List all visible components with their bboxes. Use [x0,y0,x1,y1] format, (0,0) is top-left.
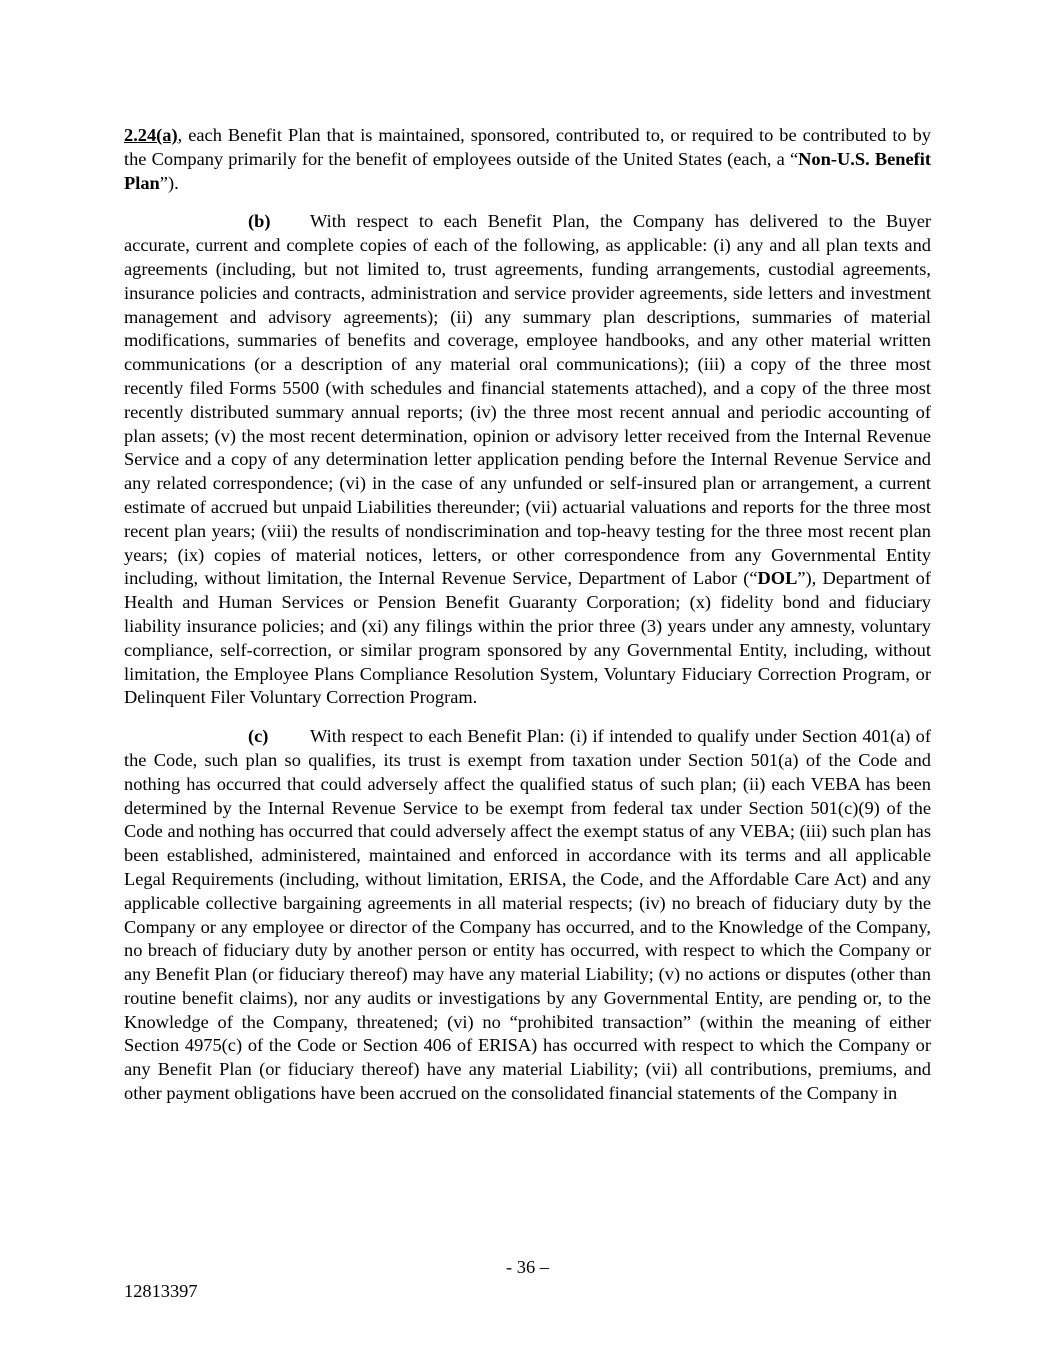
document-body [124,124,931,1121]
paragraph-text: ”). [159,172,179,193]
document-id: 12813397 [124,1281,198,1301]
paragraph-c [124,725,931,1106]
subsection-label: (c) [248,726,269,747]
paragraph-a-continuation [124,124,931,195]
paragraph-b [124,210,931,710]
subsection-label: (b) [248,211,271,232]
defined-term: DOL [757,568,798,589]
paragraph-text: With respect to each Benefit Plan: (i) if intended to qualify under Section 401(a) of the Code, such plan so qualifies, its trust is exempt from taxation under Section 501(a) of the Code and nothing has occurred that could adversely affect the qualified status of such plan; (ii) each VEBA has been determined by the Internal Revenue Service to be exempt from federal tax under Section 501(c)(9) of the Code and nothing has occurred that could adversely affect the exempt status of any VEBA; (iii) such plan has been established, administered, maintained and enforced in accordance with its terms and all applicable Legal Requirements (including, without limitation, ERISA, the Code, and the Affordable Care Act) and any applicable collective bargaining agreements in all material respects; (iv) no breach of fiduciary duty by the Company or any employee or director of the Company has occurred, and to the Knowledge of the Company, no breach of fiduciary duty by another person or entity has occurred, with respect to which the Company or any Benefit Plan (or fiduciary thereof) may have any material Liability; (v) no actions or disputes (other than routine benefit claims), nor any audits or investigations by any Governmental Entity, are pending or, to the Knowledge of the Company, threatened; (vi) no “prohibited transaction” (within the meaning of either Section 4975(c) of the Code or Section 406 of ERISA) has occurred with respect to which the Company or any Benefit Plan (or fiduciary thereof) have any material Liability; (vii) all contributions, premiums, and other payment obligations have been accrued on the consolidated financial statements of the Company in [124,726,931,1104]
section-reference: 2.24(a) [124,125,178,145]
paragraph-text: , each Benefit Plan that is maintained, sponsored, contributed to, or required to be contributed to by the Company primarily for the benefit of employees outside of the United States (each, a “ [124,125,931,169]
page-number: - 36 – [506,1257,549,1277]
paragraph-text: With respect to each Benefit Plan, the Company has delivered to the Buyer accurate, current and complete copies of each of the following, as applicable: (i) any and all plan texts and agreements (including, but not limited to, trust agreements, funding arrangements, custodial agreements, insurance policies and contracts, administration and service provider agreements, side letters and investment management and advisory agreements); (ii) any summary plan descriptions, summaries of material modifications, summaries of benefits and coverage, employee handbooks, and any other material written communications (or a description of any material oral communications); (iii) a copy of the three most recently filed Forms 5500 (with schedules and financial statements attached), and a copy of the three most recently distributed summary annual reports; (iv) the three most recent annual and periodic accounting of plan assets; (v) the most recent determination, opinion or advisory letter received from the Internal Revenue Service and a copy of any determination letter application pending before the Internal Revenue Service and any related correspondence; (vi) in the case of any unfunded or self-insured plan or arrangement, a current estimate of accrued but unpaid Liabilities thereunder; (vii) actuarial valuations and reports for the three most recent plan years; (viii) the results of nondiscrimination and top-heavy testing for the three most recent plan years; (ix) copies of material notices, letters, or other correspondence from any Governmental Entity including, without limitation, the Internal Revenue Service, Department of Labor (“ [124,211,931,589]
defined-term: Non-U.S. Benefit Plan [124,148,931,193]
paragraph-text: ”), Department of Health and Human Services or Pension Benefit Guaranty Corporation; (x) fidelity bond and fiduciary liability insurance policies; and (xi) any filings within the prior three (3) years under any amnesty, voluntary compliance, self-correction, or similar program sponsored by any Governmental Entity, including, without limitation, the Employee Plans Compliance Resolution System, Voluntary Fiduciary Correction Program, or Delinquent Filer Voluntary Correction Program. [124,568,931,708]
